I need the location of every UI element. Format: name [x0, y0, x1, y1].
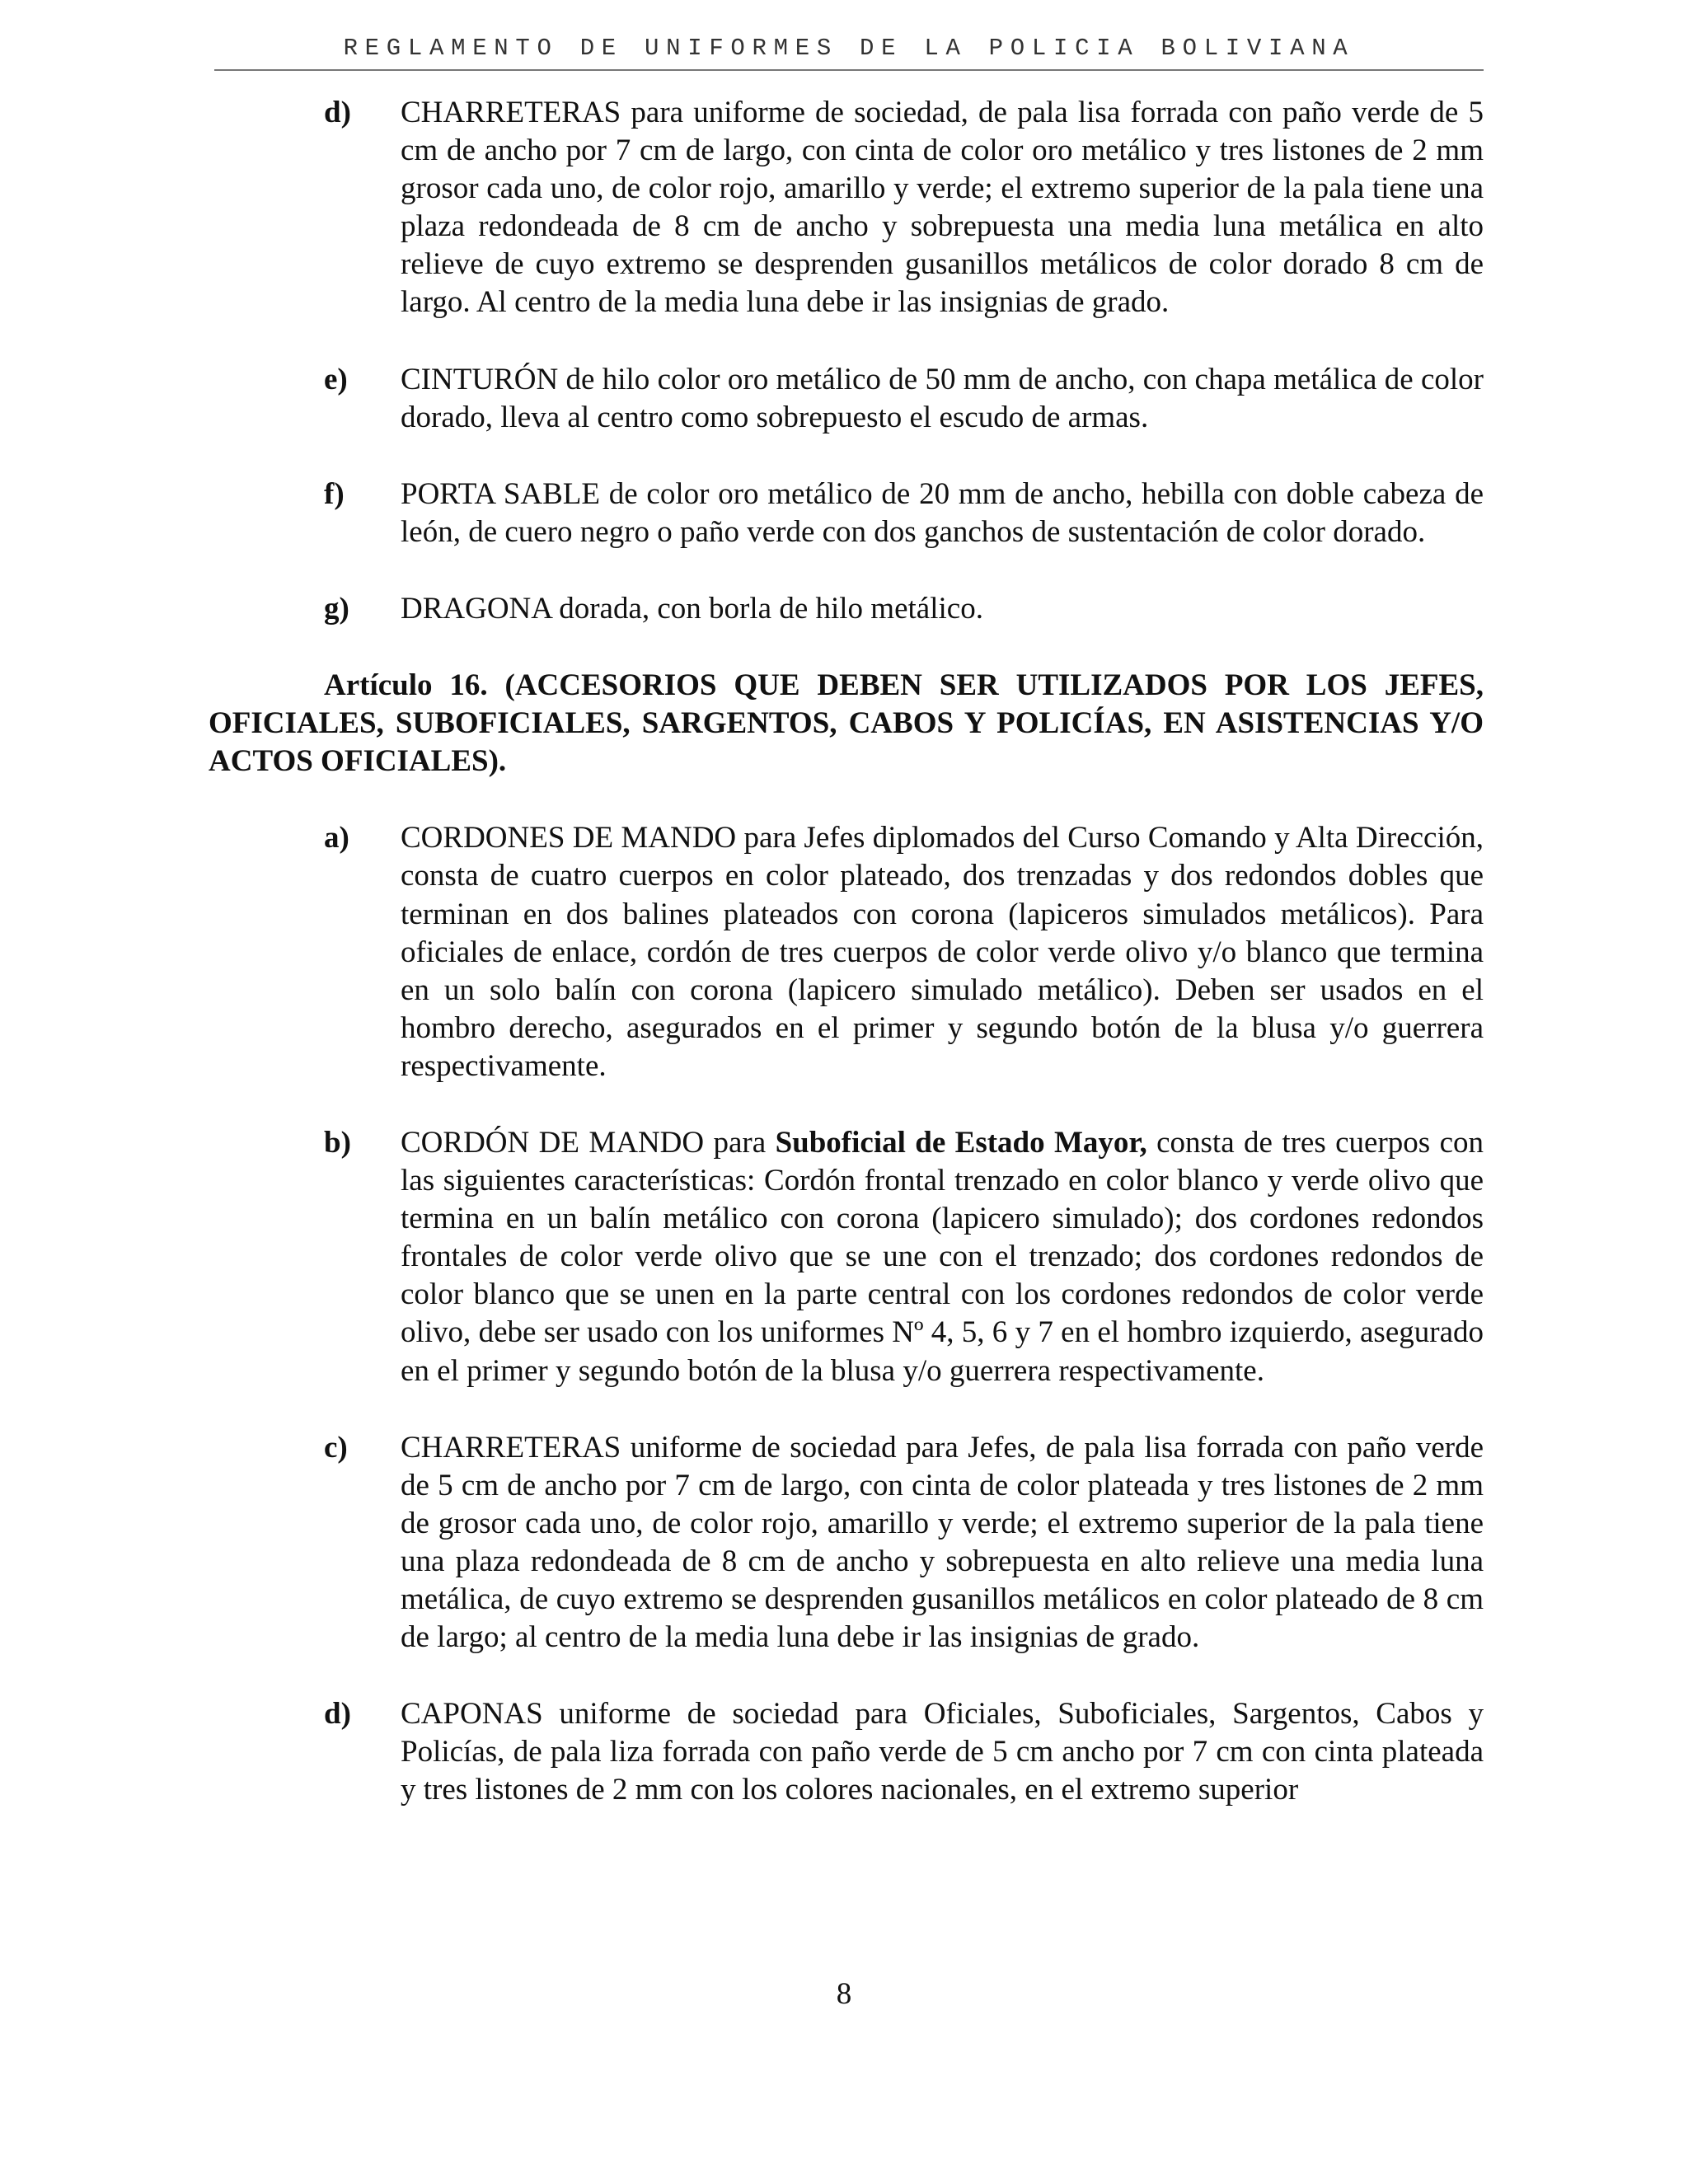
running-header: REGLAMENTO DE UNIFORMES DE LA POLICIA BOLIVIANA	[343, 35, 1355, 62]
item-marker: g)	[324, 591, 349, 626]
item-marker: c)	[324, 1430, 348, 1465]
item-text-end: consta de tres cuerpos con las siguientes características: Cordón frontal trenzado en color blanco y verde olivo que termina en un balín metálico con corona (lapicero simulado); dos cordones redondos frontales de color verde olivo que se une con el trenzado; dos cordones redondos de color blanco que se unen en la parte central con los cordones redondos de color verde olivo, debe ser usado con los uniformes Nº 4, 5, 6 y 7 en el hombro izquierdo, asegurado en el primer y segundo botón de la blusa y/o guerrera respectivamente.	[401, 1125, 1484, 1388]
list-item-f-porta-sable	[209, 476, 1484, 551]
item-text: CHARRETERAS para uniforme de sociedad, de pala lisa forrada con paño verde de 5 cm de ancho por 7 cm de largo, con cinta de color oro metálico y tres listones de 2 mm grosor cada uno, de color rojo, amarillo y verde; el extremo superior de la pala tiene una plaza redondeada de 8 cm de ancho y sobrepuesta una media luna metálica en alto relieve de cuyo extremo se desprenden gusanillos metálicos de color dorado 8 cm de largo. Al centro de la media luna debe ir las insignias de grado.	[401, 96, 1484, 320]
item-text: CORDONES DE MANDO para Jefes diplomados del Curso Comando y Alta Dirección, consta de cuatro cuerpos en color plateado, dos trenzadas y dos redondos dobles que terminan en dos balines plateados con corona (lapiceros simulados metálicos). Para oficiales de enlace, cordón de tres cuerpos de color verde olivo y/o blanco que termina en un solo balín con corona (lapicero simulado metálico). Deben ser usados en el hombro derecho, asegurados en el primer y segundo botón de la blusa y/o guerrera respectivamente.	[401, 821, 1484, 1083]
item-text-bold: Suboficial de Estado Mayor,	[775, 1125, 1147, 1160]
item-marker: d)	[324, 96, 351, 129]
list-item-a-cordones-de-mando	[209, 819, 1484, 1085]
header-rule	[214, 69, 1484, 71]
list-item-b-cordon-de-mando	[209, 1124, 1484, 1390]
item-marker: b)	[324, 1125, 351, 1160]
item-text	[401, 1124, 1484, 1390]
item-text: DRAGONA dorada, con borla de hilo metálico.	[401, 591, 983, 626]
item-marker: a)	[324, 821, 349, 855]
list-item-e-cinturon	[209, 361, 1484, 437]
item-text: CHARRETERAS uniforme de sociedad para Jefes, de pala lisa forrada con paño verde de 5 cm de ancho por 7 cm de largo, con cinta de color plateada y tres listones de 2 mm de grosor cada uno, de color rojo, amarillo y verde; el extremo superior de la pala tiene una plaza redondeada de 8 cm de ancho y sobrepuesta en alto relieve una media luna metálica, de cuyo extremo se desprenden gusanillos metálicos en color plateado de 8 cm de largo; al centro de la media luna debe ir las insignias de grado.	[401, 1430, 1484, 1655]
list-item-d-caponas	[209, 1695, 1484, 1809]
page-number: 8	[836, 1977, 852, 2011]
document-body	[209, 94, 1484, 1809]
item-marker: e)	[324, 362, 348, 396]
item-marker: f)	[324, 476, 345, 511]
item-text: CAPONAS uniforme de sociedad para Oficiales, Suboficiales, Sargentos, Cabos y Policías, de pala liza forrada con paño verde de 5 cm ancho por 7 cm con cinta plateada y tres listones de 2 mm con los colores nacionales, en el extremo superior	[401, 1697, 1484, 1807]
list-item-g-dragona	[209, 590, 1484, 628]
item-text: CINTURÓN de hilo color oro metálico de 50 mm de ancho, con chapa metálica de color dorado, lleva al centro como sobrepuesto el escudo de armas.	[401, 362, 1484, 434]
item-text: PORTA SABLE de color oro metálico de 20 mm de ancho, hebilla con doble cabeza de león, de cuero negro o paño verde con dos ganchos de sustentación de color dorado.	[401, 476, 1484, 549]
item-marker: d)	[324, 1697, 351, 1732]
article-16-heading: Artículo 16. (ACCESORIOS QUE DEBEN SER UTILIZADOS POR LOS JEFES, OFICIALES, SUBOFICIALES, SARGENTOS, CABOS Y POLICÍAS, EN ASISTENCIAS Y/O ACTOS OFICIALES).	[209, 668, 1484, 779]
list-item-c-charreteras-jefes	[209, 1429, 1484, 1657]
item-text-start: CORDÓN DE MANDO para	[401, 1125, 776, 1160]
list-item-d-charreteras	[209, 94, 1484, 322]
